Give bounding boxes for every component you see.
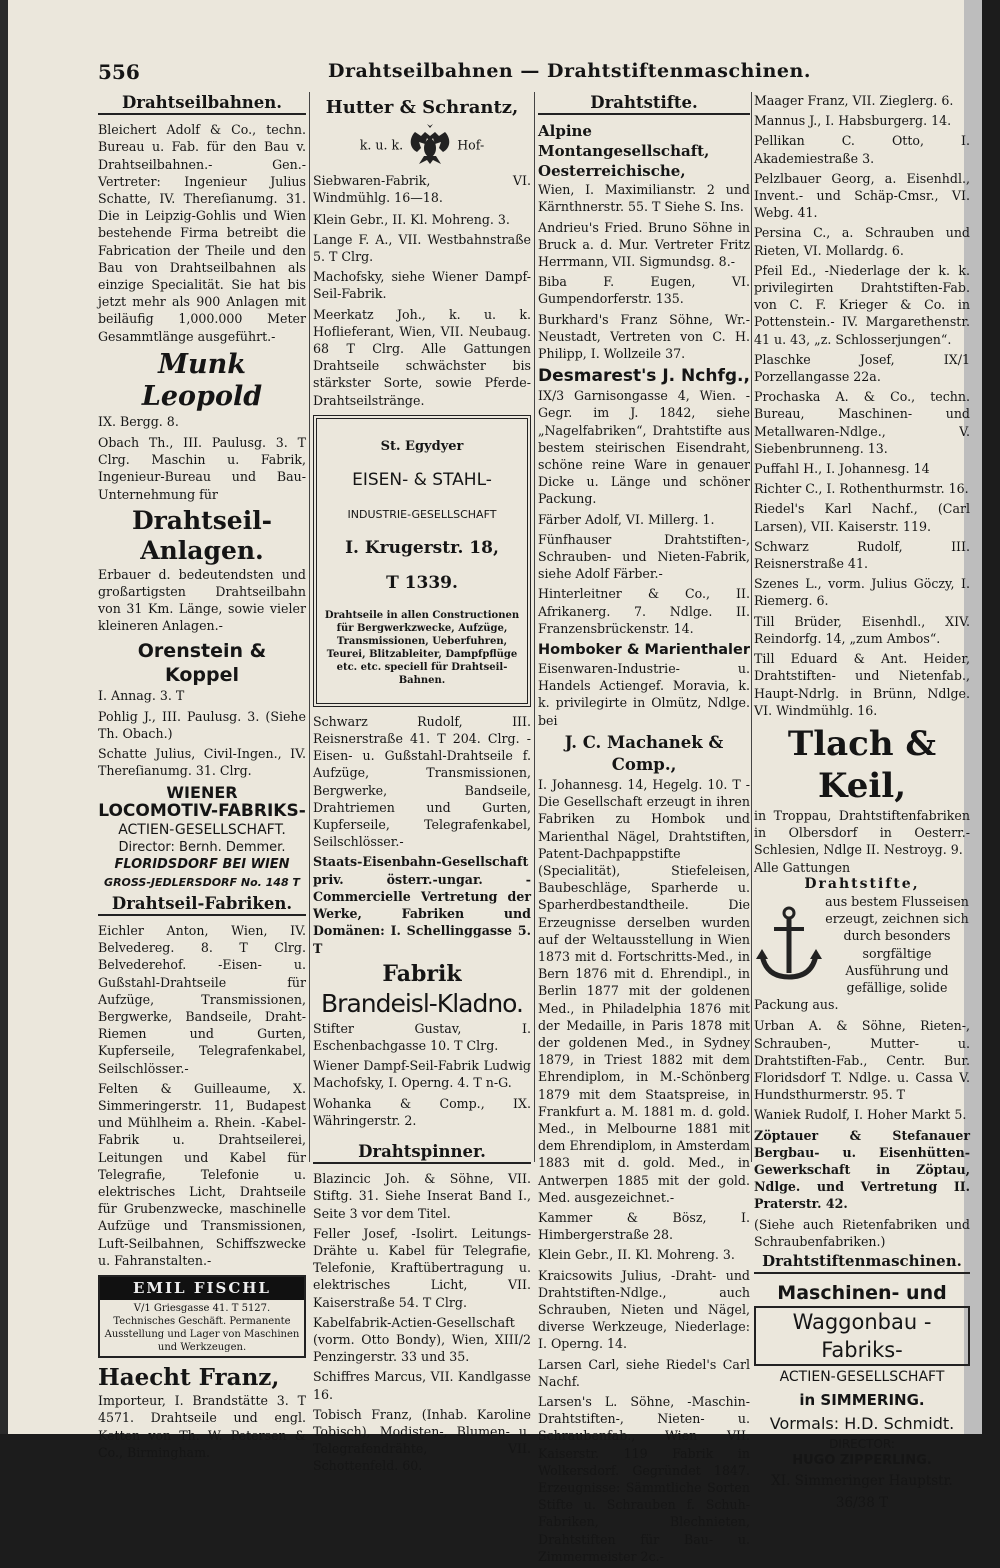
page-number: 556: [98, 60, 140, 84]
entry-till: Till Brüder, Eisenhdl., XIV. Reindorfg. 14, „zum Ambos“.: [754, 613, 970, 646]
ad-mw-line8: XI. Simmeringer Hauptstr. 36/38 T: [771, 1473, 953, 1512]
entry-lange: Lange F. A., VII. Westbahnstraße 5. T Clrg.: [313, 231, 531, 265]
ad-alpine-line1: Alpine Montangesellschaft,: [538, 122, 710, 161]
ad-mw-line6: DIRECTOR:: [829, 1437, 895, 1452]
ad-alpine-line2: Oesterreichische,: [538, 162, 686, 181]
ad-tlach-line2: Alle Gattungen: [754, 859, 851, 875]
ad-wiener-address: GROSS-JEDLERSDORF No. 148 T: [104, 875, 300, 889]
entry-faerber: Färber Adolf, VI. Millerg. 1.: [538, 511, 715, 527]
ad-homboker-text: Eisenwaren-Industrie- u. Handels Actiengef. Moravia, k. k. privilegirte in Olmütz, Ndlge. bei: [538, 661, 750, 728]
entry-klein-gebr: Klein Gebr., II. Kl. Mohreng. 3.: [538, 1247, 735, 1263]
entry-obach: Obach Th., III. Paulusg. 3. T Clrg. Maschin u. Fabrik, Ingenieur-Bureau und Bau-Unternehmung für: [98, 435, 306, 502]
ad-machanek-text: I. Johannesg. 14, Hegelg. 10. T -Die Gesellschaft erzeugt in ihren Fabriken zu Hombok und Marienthal Nägel, Drahtstiften, Patent-Dachpappstifte (Specialität), Stiefeleisen, Baubeschläge, Sparherde u. Sparherdbestandtheile. Die Erzeugnisse derselben wurden auf der Weltausstellung in Wien 1873 mit d. Fortschritts-Med., in Bern 1876 mit d. Ehrendipl., in Berlin 1877 mit der goldenen Med., in Philadelphia 1876 mit der Medaille, in Paris 1878 mit der goldenen Med., in Sydney 1879, in Triest 1882 mit dem Ehrendiplom, in M.-Schönberg 1879 mit dem Staatspreise, in Frankfurt a. M. 1881 m. d. gold. Med., in Melbourne 1881 mit dem Ehrendiplom, in Amsterdam 1883 mit d. gold. Med., in Antwerpen 1885 mit der gold. Med. ausgezeichnet.-: [538, 776, 750, 1205]
ad-brandeisl: Brandeisl-Kladno.: [321, 988, 523, 1018]
entry-biba: Biba F. Eugen, VI. Gumpendorferstr. 135.: [538, 274, 750, 307]
entry-pohlig: Pohlig J., III. Paulusg. 3. (Siehe Th. Obach.): [98, 708, 306, 742]
entry-pfeil: Pfeil Ed., -Niederlage der k. k. privilegirten Drahtstiften-Fab. von C. F. Krieger & Co. in Pottenstein.- IV. Margarethenstr. 41 u. 43, „z. Schlosserjungen“.: [754, 262, 970, 347]
entry-blazincic: Blazincic Joh. & Söhne, VII. Stiftg. 31. Siehe Inserat Band I., Seite 3 vor dem Titel.: [313, 1171, 531, 1221]
ad-tlach-keil: [754, 723, 970, 1013]
column-rule: [534, 92, 535, 1162]
entry-stifter: Stifter Gustav, I. Eschenbachgasse 10. T Clrg.: [313, 1020, 531, 1053]
entry-klein: Klein Gebr., II. Kl. Mohreng. 3.: [313, 211, 510, 227]
ad-wiener-line2: LOCOMOTIV-FABRIKS-: [98, 800, 306, 821]
entry-felten: Felten & Guilleaume, X. Simmeringerstr. 11, Budapest und Mühlheim a. Rhein. -Kabel-Fabrik u. Drahtseilerei, Leitungen und Kabel für Telegrafie, Telefonie u. elektrisches Licht, Drahtseile für Grubenzwecke, maschinelle Aufzüge und Transmissionen, Luft-Seilbahnen, Schiffszwecke u. Fahranstalten.-: [98, 1080, 306, 1268]
entry-schatte: Schatte Julius, Civil-Ingen., IV. Thereſianumg. 31. Clrg.: [98, 746, 306, 779]
ad-mw-line2: Waggonbau - Fabriks-: [754, 1306, 970, 1366]
entry-bleichert: Bleichert Adolf & Co., techn. Bureau u. Fab. für den Bau v. Drahtseilbahnen.- Gen.- Vertreter: Ingenieur Julius Schatte, IV. Thereſianumg. 31. Die in Leipzig-Gohlis und Wien bestehende Firma betreibt die Fabrication der Theile und den Bau von Drahtseilbahnen als einzige Specialität. Sie hat bis jetzt mehr als 900 Anlagen mit beiläufig 1,000.000 Meter Gesammtlänge ausgeführt.-: [98, 122, 306, 344]
entry-staats: Staats-Eisenbahn-Gesellschaft priv. österr.-ungar. -Commercielle Vertretung der Werke, Fabriken und Domänen: I. Schellinggasse 5. T: [313, 854, 531, 956]
entry-till-eduard: Till Eduard & Ant. Heider, Drahtstiften- und Nietenfab., Haupt-Ndrlg. in Brünn, Ndlge. VI. Windmühlg. 16.: [754, 651, 970, 718]
ad-tlach-line3: Drahtstifte,: [804, 875, 920, 892]
ad-mw-line7: HUGO ZIPPERLING.: [792, 1453, 932, 1469]
entry-richter: Richter C., I. Rothenthurmstr. 16.: [754, 481, 969, 497]
column-3: [538, 92, 750, 1568]
ad-egydyer-line4: I. Krugerstr. 18,: [345, 538, 499, 559]
ad-desmarest-name: Desmarest's J. Nchfg.,: [538, 366, 750, 387]
column-4: [754, 92, 970, 1518]
entry-urban: Urban A. & Söhne, Rieten-, Schrauben-, Mutter- u. Drahtstiften-Fab., Centr. Bur. Floridsdorf T. Ndlge. u. Cassa V. Hundsthurmerstr. 95. T: [754, 1018, 970, 1103]
entry-pelzlbauer: Pelzlbauer Georg, a. Eisenhdl., Invent.- und Schäp-Cmsr., VI. Webg. 41.: [754, 170, 970, 221]
entry-pellikan: Pellikan C. Otto, I. Akademiestraße 3.: [754, 133, 970, 166]
entry-andrieu: Andrieu's Fried. Bruno Söhne in Bruck a. d. Mur. Vertreter Fritz Herrmann, VII. Sigmundsg. 8.-: [538, 219, 750, 270]
anchor-icon: [754, 905, 824, 985]
entry-feller: Feller Josef, -Isolirt. Leitungs-Drähte u. Kabel für Telegrafie, Telefonie, Kraftübertragung u. elektrisches Licht, VII. Kaiserstraße 54. T Clrg.: [313, 1225, 531, 1310]
ad-mw-line4: in SIMMERING.: [799, 1391, 925, 1410]
ad-egydyer-line5: T 1339.: [386, 572, 458, 593]
ad-mw-line5: Vormals: H.D. Schmidt.: [769, 1414, 955, 1434]
entry-meerkatz: Meerkatz Joh., k. u. k. Hoflieferant, Wien, VII. Neubaug. 68 T Clrg. Alle Gattungen Drahtseile schwächster bis stärkster Sorte, sowie Pferde-Drahtseilstränge.: [313, 306, 531, 408]
section-heading: Drahtseil-Fabriken.: [98, 895, 306, 916]
ad-tlach-line1: in Troppau, Drahtstiftenfabriken in Olbersdorf in Oesterr.-Schlesien, Ndlge II. Nestroyg. 9.: [754, 807, 970, 858]
entry-szenes: Szenes L., vorm. Julius Göczy, I. Riemerg. 6.: [754, 576, 970, 609]
ad-orenstein-name: Orenstein & Koppel: [137, 639, 267, 686]
entry-larsen-soehne: Larsen's L. Söhne, -Maschin-Drahtstiften-, Nieten- u. Schraubenfab., Wien VII. Kaiserstr. 119 Fabrik in Wolkersdorf. Gegründet 1847. Erzeugnisse: Sämmtliche Sorten Stifte u. Schrauben f. Schuh-Fabriken, Blechnieten, Drahtstiften für Bau- u. Zimmermeister 2c.-: [538, 1394, 750, 1564]
section-heading: Drahtseilbahnen.: [98, 94, 306, 115]
ad-wiener-location: FLORIDSDORF BEI WIEN: [114, 857, 290, 873]
ad-tlach-line4: aus bestem Flusseisen erzeugt, zeichnen sich durch besonders sorgfältige Ausführung und gefällige, solide: [825, 893, 969, 995]
ad-orenstein: [98, 639, 306, 704]
obach-tail: Erbauer d. bedeutendsten und großartigsten Drahtseilbahn von 31 Km. Länge, sowie vieler kleineren Anlagen.-: [98, 566, 306, 634]
ad-egydyer-line2: EISEN- & STAHL-: [352, 470, 492, 491]
entry-fuenfhauser: Fünfhauser Drahtstiften-, Schrauben- und Nieten-Fabrik, siehe Adolf Färber.-: [538, 531, 750, 582]
ad-wiener-director: Director: Bernh. Demmer.: [118, 840, 286, 856]
ad-tlach-name: Tlach & Keil,: [787, 723, 937, 806]
column-2: [313, 92, 531, 1478]
ad-st-egydyer: [313, 415, 531, 707]
entry-schiffres: Schiffres Marcus, VII. Kandlgasse 16.: [313, 1369, 531, 1402]
entry-plaschke: Plaschke Josef, IX/1 Porzellangasse 22a.: [754, 351, 970, 385]
entry-zoeptauer: Zöptauer & Stefanauer Bergbau- u. Eisenhütten-Gewerkschaft in Zöptau, Ndlge. und Vertretung II. Praterstr. 42.: [754, 1127, 970, 1212]
entry-machofsky: Machofsky, siehe Wiener Dampf-Seil-Fabrik.: [313, 269, 531, 302]
ad-fischl-name: EMIL FISCHL: [100, 1277, 304, 1300]
page-header: [98, 60, 942, 90]
entry-puffahl: Puffahl H., I. Johannesg. 14: [754, 461, 930, 477]
ad-wiener-locomotiv: [98, 784, 306, 891]
ad-munk-name: Munk Leopold: [141, 348, 263, 412]
entry-burkhard: Burkhard's Franz Söhne, Wr.-Neustadt, Vertreten von C. H. Philipp, I. Wollzeile 37.: [538, 311, 750, 362]
ad-munk-address: IX. Bergg. 8.: [98, 413, 179, 429]
section-heading: Drahtstiftenmaschinen.: [754, 1253, 970, 1274]
ad-wiener-line3: ACTIEN-GESELLSCHAFT.: [118, 821, 286, 838]
entry-persina: Persina C., a. Schrauben und Rieten, VI. Mollardg. 6.: [754, 225, 970, 258]
ad-egydyer-line6: Drahtseile in allen Constructionen für Bergwerkzwecke, Aufzüge, Transmissionen, Ueberfuhren, Teurei, Blitzableiter, Dampfpflüge etc. etc. speciell für Drahtseil-Bahnen.: [324, 609, 520, 686]
entry-larsen: Larsen Carl, siehe Riedel's Carl Nachf.: [538, 1356, 750, 1389]
entry-schwarz: Schwarz Rudolf, III. Reisnerstraße 41. T 204. Clrg. -Eisen- u. Gußstahl-Drahtseile f. Aufzüge, Transmissionen, Bergwerke, Bandseile, Drahtriemen und Gurten, Kupferseile, Telegrafenkabel, Seilschlösser.-: [313, 713, 531, 850]
double-headed-eagle-icon: [407, 122, 453, 170]
entry-wiener-dampf: Wiener Dampf-Seil-Fabrik Ludwig Machofsky, I. Operng. 4. T n-G.: [313, 1058, 531, 1091]
entry-riedel: Riedel's Karl Nachf., (Carl Larsen), VII. Kaiserstr. 119.: [754, 501, 970, 534]
ad-hutter-hof: [313, 122, 531, 170]
ad-egydyer-line3: INDUSTRIE-GESELLSCHAFT: [347, 508, 497, 522]
see-also-note: (Siehe auch Rietenfabriken und Schraubenfabriken.): [754, 1216, 970, 1249]
ad-hutter-hof-right: Hof-: [457, 137, 485, 153]
ad-desmarest-text: IX/3 Garnisongasse 4, Wien. -Gegr. im J. 1842, siehe „Nagelfabriken“, Drahtstifte aus bestem steirischen Eisendraht, schöne reine Ware in genauer Dicke u. Länge und schöner Packung.: [538, 388, 750, 507]
ad-hutter-name: Hutter & Schrantz,: [325, 97, 519, 118]
entry-kraicsowits: Kraicsowits Julius, -Draht- und Drahtstiften-Ndlge., auch Schrauben, Nieten und Nägel, diverse Werkzeuge, Niederlage: I. Operng. 14.: [538, 1267, 750, 1352]
ad-egydyer-line1: St. Egydyer: [380, 438, 464, 454]
ad-tlach-body: [754, 893, 970, 996]
scan-left-edge: [0, 0, 8, 1434]
column-rule: [751, 92, 752, 1162]
ad-haecht-name: Haecht Franz,: [98, 1364, 280, 1392]
ad-wiener-line1: WIENER: [166, 782, 238, 802]
ad-hutter-hof-left: k. u. k.: [359, 137, 404, 153]
ad-alpine-address: Wien, I. Maximilianstr. 2 und Kärnthnerstr. 55. T Siehe S. Ins.: [538, 182, 750, 215]
column-rule: [309, 92, 310, 1162]
ad-fischl: [98, 1275, 306, 1358]
directory-page: [8, 0, 982, 1564]
entry-waniek: Waniek Rudolf, I. Hoher Markt 5.: [754, 1107, 967, 1123]
section-heading: Drahtspinner.: [313, 1143, 531, 1164]
ad-mw-line3: ACTIEN-GESELLSCHAFT: [779, 1369, 945, 1386]
ad-maschinen-waggonbau: [754, 1280, 970, 1514]
entry-mannus: Mannus J., I. Habsburgerg. 14.: [754, 113, 952, 129]
entry-maager: Maager Franz, VII. Zieglerg. 6.: [754, 93, 954, 108]
ad-haecht-text: Importeur, I. Brandstätte 3. T 4571. Drahtseile und engl. Ketten von Th. W. Petersen & Co., Birmingham.: [98, 1393, 306, 1460]
ad-mw-line1: Maschinen- und: [777, 1282, 947, 1305]
entry-schwarz-rudolf: Schwarz Rudolf, III. Reisnerstraße 41.: [754, 538, 970, 572]
entry-kammer: Kammer & Bösz, I. Himbergerstraße 28.: [538, 1209, 750, 1243]
ad-machanek-name: J. C. Machanek & Comp.,: [564, 732, 724, 774]
entry-eichler: Eichler Anton, Wien, IV. Belvedereg. 8. T Clrg. Belvederehof. -Eisen- u. Gußstahl-Drahtseile für Aufzüge, Transmissionen, Bergwerke, Bandseile, Draht-Riemen und Gurten, Kupferseile, Telegrafenkabel, Seilschlösser.-: [98, 922, 306, 1076]
entry-hinterleitner: Hinterleitner & Co., II. Afrikanerg. 7. Ndlge. II. Franzensbrückenstr. 14.: [538, 586, 750, 636]
ad-hutter-text: Siebwaren-Fabrik, VI. Windmühlg. 16—18.: [313, 173, 531, 206]
ad-orenstein-address: I. Annag. 3. T: [98, 687, 185, 703]
entry-tobisch: Tobisch Franz, (Inhab. Karoline Tobisch), Modisten-, Blumen- u. Telegrafendrähte, VII. Schottenfeld. 60.: [313, 1406, 531, 1474]
entry-kabelfabrik: Kabelfabrik-Actien-Gesellschaft (vorm. Otto Bondy), Wien, XIII/2 Penzingerstr. 33 und 35.: [313, 1314, 531, 1365]
column-1: [98, 92, 306, 1464]
ad-fabrik: Fabrik: [382, 960, 462, 987]
running-head: Drahtseilbahnen — Drahtstiftenmaschinen.: [328, 60, 811, 82]
ad-fischl-text: V/1 Griesgasse 41. T 5127. Technisches Geschäft. Permanente Ausstellung und Lager von Maschinen und Werkzeugen.: [104, 1303, 300, 1354]
ad-tlach-line5: Packung aus.: [754, 997, 839, 1013]
ad-hutter: [313, 96, 531, 207]
ad-homboker-name: Homboker & Marienthaler: [538, 642, 751, 659]
section-heading: Drahtstifte.: [538, 94, 750, 115]
ad-munk: [98, 349, 306, 430]
entry-wohanka: Wohanka & Comp., IX. Währingerstr. 2.: [313, 1095, 531, 1128]
obach-headline: Drahtseil-Anlagen.: [131, 505, 273, 565]
entry-prochaska: Prochaska A. & Co., techn. Bureau, Maschinen- und Metallwaren-Ndlge., V. Siebenbrunneng. 13.: [754, 389, 970, 456]
